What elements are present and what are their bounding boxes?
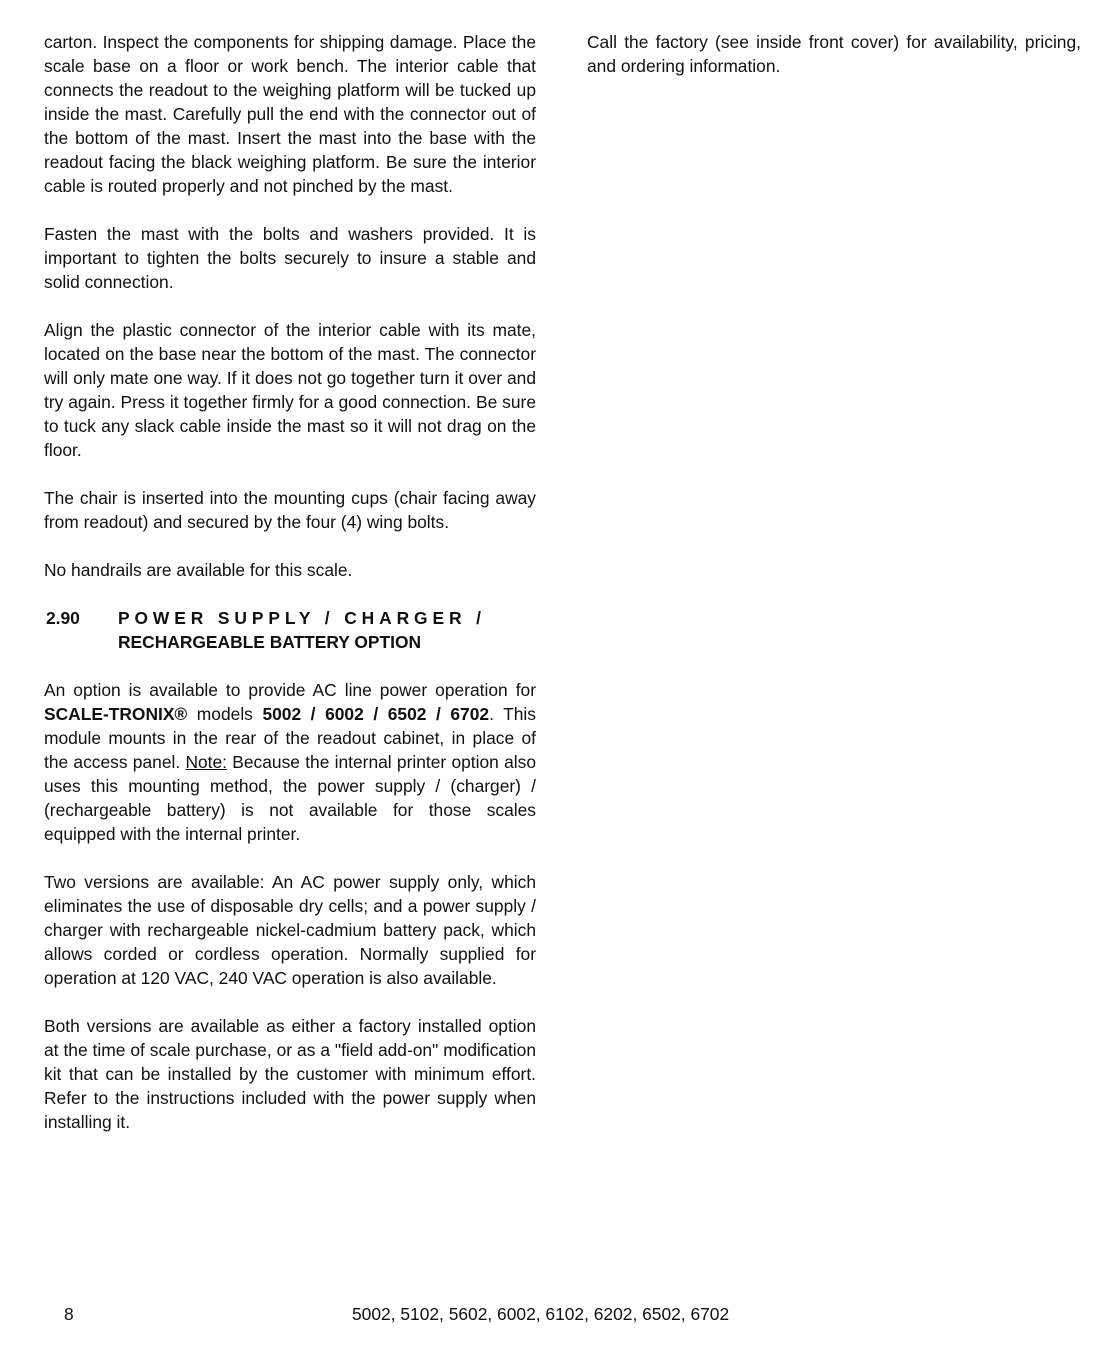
note-label: Note: — [185, 752, 228, 772]
paragraph-align-connector: Align the plastic connector of the interior cable with its mate, located on the base near the bottom of the mast. The connector will only mate one way. If it does not go together turn it over and try again. Press it together firmly for a good connection. Be sure to tuck any slack cable inside the mast so it will not drag on the floor. — [44, 320, 536, 460]
right-column — [587, 30, 1081, 102]
ac-option-text-2: models — [187, 704, 263, 724]
ac-option-text-4: Because the internal printer option also uses this mounting method, the power supply / (charger) / (rechargeable battery) is not available for those scales equipped with the internal printer. — [44, 752, 536, 844]
paragraph-unpacking: carton. Inspect the components for shipping damage. Place the scale base on a floor or work bench. The interior cable that connects the readout to the weighing platform will be tucked up inside the mast. Carefully pull the end with the connector out of the bottom of the mast. Insert the mast into the base with the readout facing the black weighing platform. Be sure the interior cable is routed properly and not pinched by the mast. — [44, 32, 536, 196]
brand-name: SCALE-TRONIX® — [44, 704, 188, 724]
paragraph-both-versions: Both versions are available as either a factory installed option at the time of scale purchase, or as a "field add-on" modification kit that can be installed by the customer with minimum effort. Refer to the instructions included with the power supply when installing it. — [44, 1016, 536, 1132]
paragraph-ac-option — [44, 678, 536, 846]
ac-option-text-1: An option is available to provide AC line power operation for — [44, 680, 536, 700]
paragraph-handrails: No handrails are available for this scale. — [44, 560, 353, 580]
footer-model-list: 5002, 5102, 5602, 6002, 6102, 6202, 6502, 6702 — [352, 1304, 730, 1324]
section-title-line1: POWER SUPPLY / CHARGER / — [118, 608, 486, 628]
section-number: 2.90 — [46, 608, 80, 628]
left-column — [44, 30, 536, 1158]
model-numbers: 5002 / 6002 / 6502 / 6702 — [262, 704, 490, 724]
paragraph-two-versions: Two versions are available: An AC power supply only, which eliminates the use of disposable dry cells; and a power supply / charger with rechargeable nickel-cadmium battery pack, which allows corded or cordless operation. Normally supplied for operation at 120 VAC, 240 VAC operation is also available. — [44, 872, 536, 988]
ac-option-text-3: . This module mounts in the rear of the readout cabinet, in place of the access panel. — [44, 704, 536, 772]
paragraph-fasten-mast: Fasten the mast with the bolts and washers provided. It is important to tighten the bolts securely to insure a stable and solid connection. — [44, 224, 536, 292]
section-title-line2: RECHARGEABLE BATTERY OPTION — [118, 632, 422, 652]
paragraph-call-factory: Call the factory (see inside front cover) for availability, pricing, and ordering information. — [587, 32, 1081, 76]
paragraph-chair: The chair is inserted into the mounting cups (chair facing away from readout) and secured by the four (4) wing bolts. — [44, 488, 536, 532]
page-number: 8 — [64, 1304, 74, 1324]
section-heading — [44, 606, 536, 654]
